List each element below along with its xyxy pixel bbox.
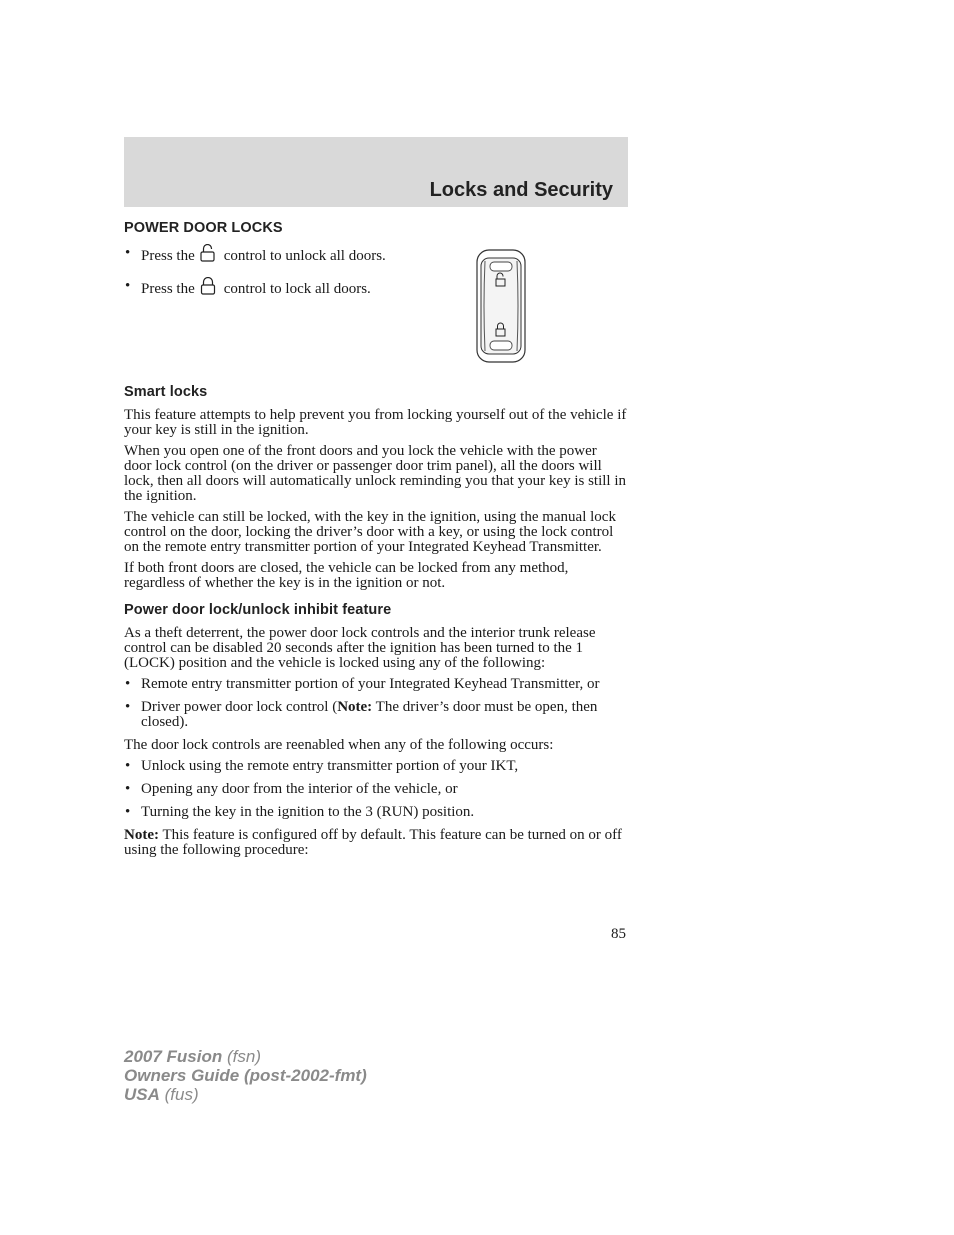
paragraph: As a theft deterrent, the power door lock controls and the interior trunk release control can be disabled 20 seconds after the ignition has been turned to the 1 (LOCK) position and the vehicle is locked using any of the following: (124, 625, 596, 671)
footer-line-market: USA (fus) (124, 1085, 199, 1104)
footer (124, 1047, 367, 1104)
footer-line-guide: Owners Guide (post-2002-fmt) (124, 1066, 367, 1085)
note-paragraph: Note: This feature is configured off by default. This feature can be turned on or off using the following procedure: (124, 827, 622, 858)
door-lock-switch-illustration (476, 249, 526, 367)
paragraph: This feature attempts to help prevent you from locking yourself out of the vehicle if your key is still in the ignition. (124, 407, 627, 438)
page-title: Locks and Security (429, 179, 613, 201)
list-item: • Remote entry transmitter portion of your Integrated Keyhead Transmitter, or (124, 677, 628, 692)
paragraph: If both front doors are closed, the vehicle can be locked from any method, regardless of whether the key is in the ignition or not. (124, 560, 569, 591)
list-item: • Press the control to unlock all doors. (124, 244, 394, 267)
reenable-conditions-list (124, 759, 628, 820)
inhibit-methods-list (124, 677, 628, 730)
list-item: • Unlock using the remote entry transmitter portion of your IKT, (124, 759, 628, 774)
section-heading-power-door-locks: POWER DOOR LOCKS (124, 220, 283, 236)
page-content (124, 221, 628, 864)
section-heading-smart-locks: Smart locks (124, 384, 208, 400)
power-door-locks-list (124, 244, 394, 300)
power-door-locks-section (124, 221, 628, 385)
section-heading-inhibit-feature: Power door lock/unlock inhibit feature (124, 602, 392, 618)
header-band (124, 137, 628, 207)
lock-icon (200, 277, 216, 300)
paragraph: When you open one of the front doors and you lock the vehicle with the power door lock control (on the driver or passenger door trim panel), all the doors will lock, then all doors will automatically unlock reminding you that your key is still in the ignition. (124, 443, 627, 504)
paragraph: The door lock controls are reenabled when any of the following occurs: (124, 737, 554, 753)
note-label: Note: (124, 827, 159, 843)
list-item: • Opening any door from the interior of the vehicle, or (124, 782, 628, 797)
page-number: 85 (611, 926, 626, 942)
unlock-icon (200, 244, 216, 267)
footer-line-model: 2007 Fusion (fsn) (124, 1047, 261, 1066)
list-item: • Turning the key in the ignition to the 3 (RUN) position. (124, 805, 628, 820)
list-item: • Driver power door lock control (Note: The driver’s door must be open, then closed). (124, 700, 628, 730)
list-item: • Press the control to lock all doors. (124, 277, 394, 300)
paragraph: The vehicle can still be locked, with the key in the ignition, using the manual lock control on the door, locking the driver’s door with a key, or using the lock control on the remote entry transmitter portion of your Integrated Keyhead Transmitter. (124, 509, 616, 555)
note-label: Note: (337, 699, 373, 715)
